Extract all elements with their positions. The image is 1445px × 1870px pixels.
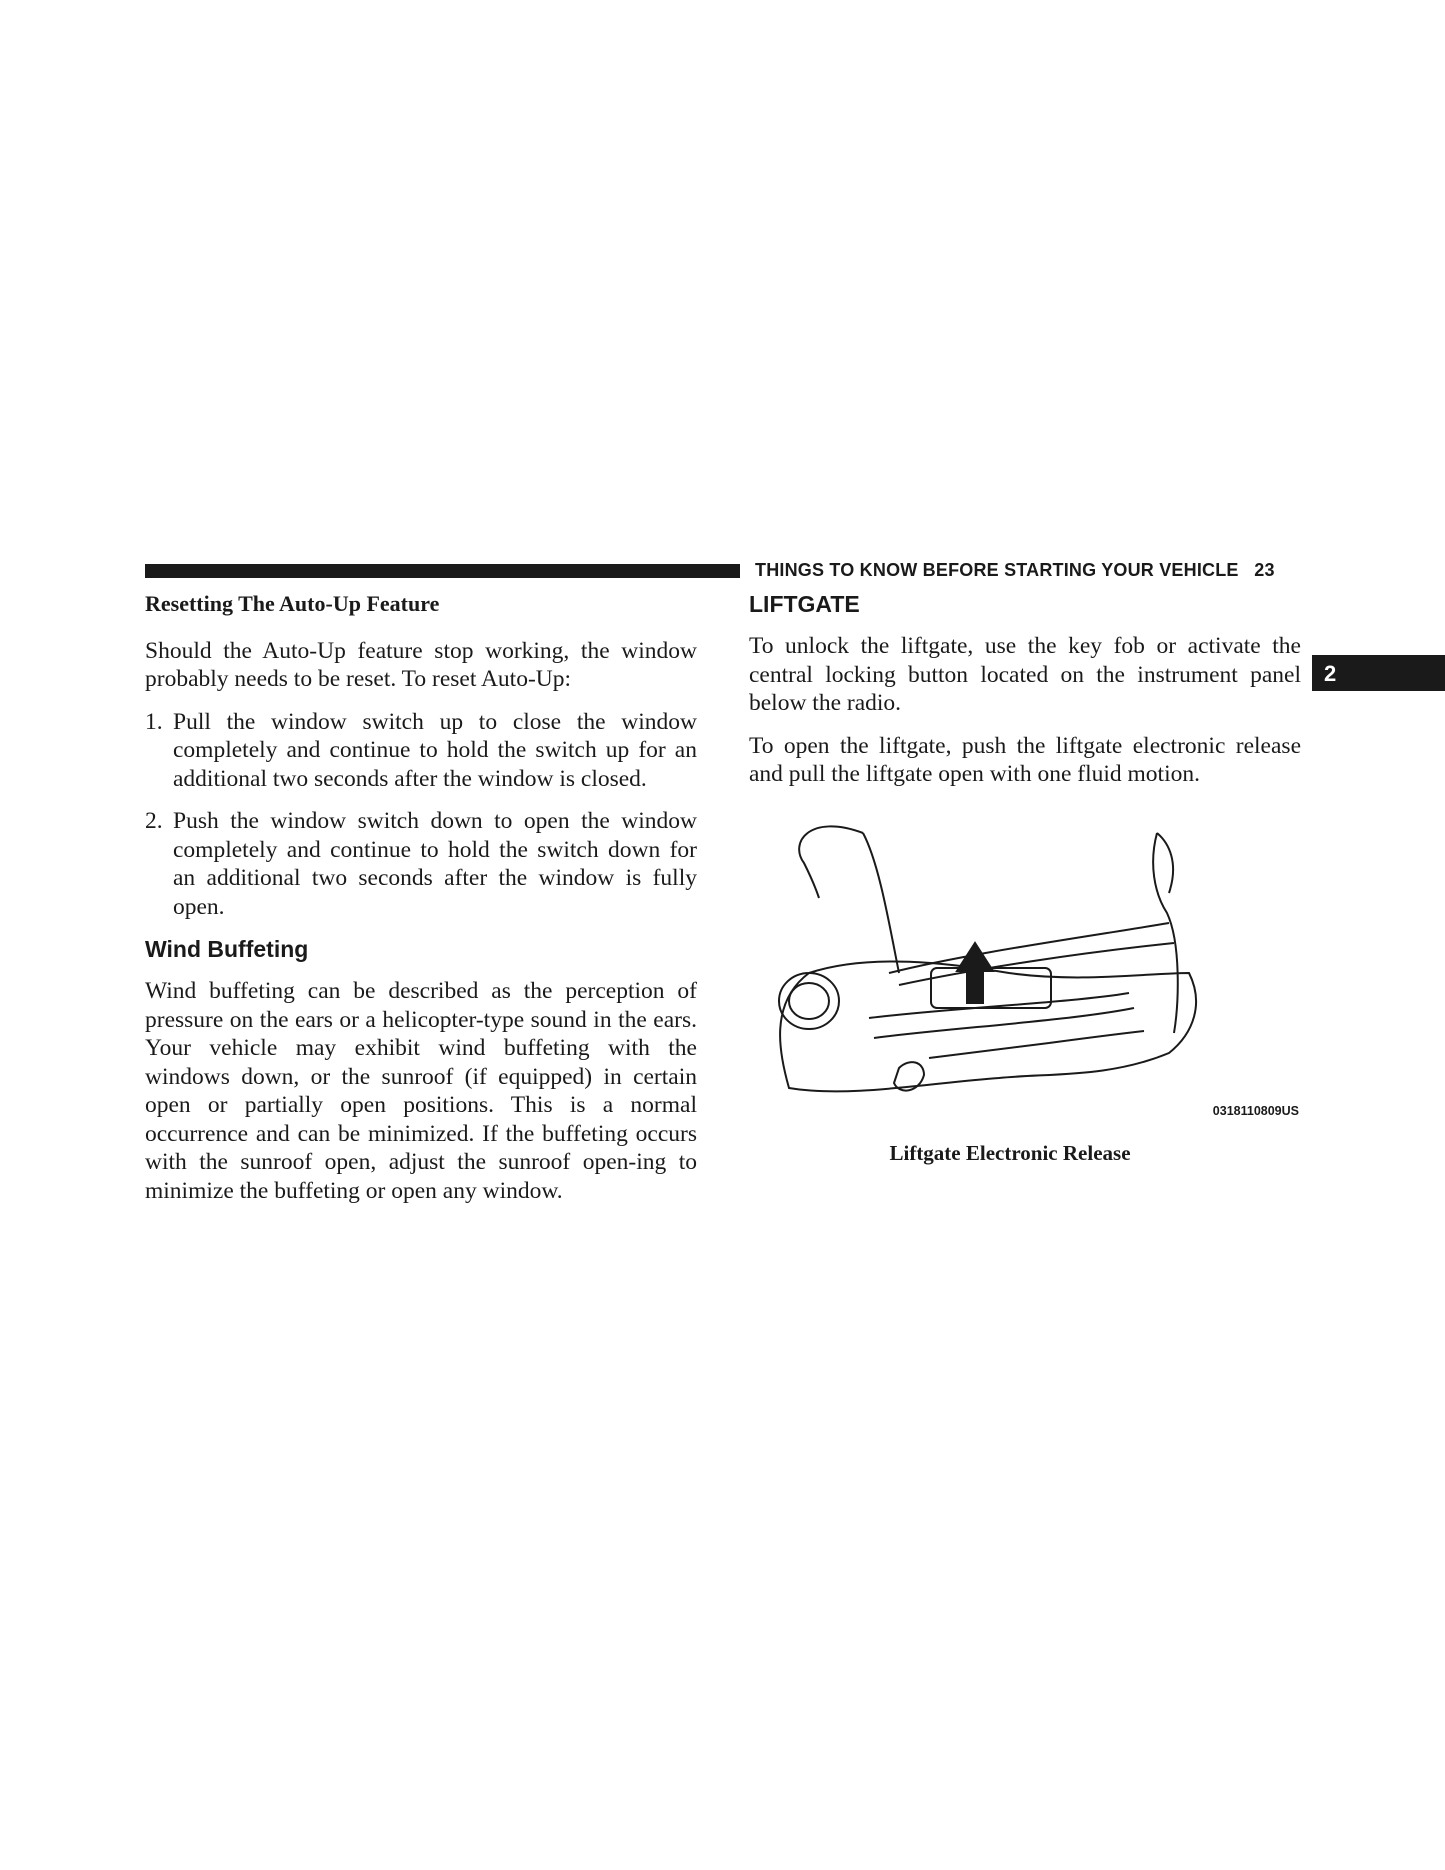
heading-resetting-auto-up: Resetting The Auto-Up Feature [145, 591, 440, 616]
right-column [749, 590, 1301, 1167]
chapter-number: 2 [1324, 661, 1337, 686]
list-item [145, 807, 697, 921]
list-item [145, 708, 697, 794]
left-column [145, 590, 697, 1219]
page-number: 23 [1254, 560, 1275, 580]
reset-steps-list [145, 708, 697, 922]
liftgate-illustration [749, 803, 1301, 1133]
paragraph-open-liftgate: To open the liftgate, push the liftgate electronic release and pull the liftgate open with one fluid motion. [749, 732, 1301, 787]
paragraph-unlock-liftgate: To unlock the liftgate, use the key fob or activate the central locking button located on the instrument panel below the radio. [749, 633, 1301, 716]
figure-code: 0318110809US [1212, 1103, 1299, 1118]
paragraph-wind-buffeting: Wind buffeting can be described as the perception of pressure on the ears or a helicopter-type sound in the ears. Your vehicle may exhibit wind buffeting with the windows down, or the sunroof (if equipped) in certain open or partially open positions. This is a normal occurrence and can be minimized. If the buffeting occurs with the sunroof open, adjust the sunroof open-ing to minimize the buffeting or open any window. [145, 978, 697, 1204]
step-text: Pull the window switch up to close the window completely and continue to hold the switch up for an additional two seconds after the window is closed. [173, 708, 697, 792]
section-title: THINGS TO KNOW BEFORE STARTING YOUR VEHICLE [755, 560, 1239, 580]
step-number: 2. [145, 808, 163, 834]
liftgate-figure [749, 803, 1301, 1133]
heading-wind-buffeting: Wind Buffeting [145, 936, 309, 962]
step-number: 1. [145, 708, 163, 735]
step-text: Push the window switch down to open the window completely and continue to hold the switch down for an additional two seconds after the window is fully open. [173, 808, 697, 920]
chapter-tab [1312, 655, 1445, 691]
paragraph-reset-intro: Should the Auto-Up feature stop working, the window probably needs to be reset. To reset Auto-Up: [145, 637, 697, 692]
heading-liftgate: LIFTGATE [749, 591, 860, 617]
header-rule [145, 564, 740, 578]
running-header [755, 560, 1275, 581]
figure-caption: Liftgate Electronic Release [889, 1140, 1131, 1165]
